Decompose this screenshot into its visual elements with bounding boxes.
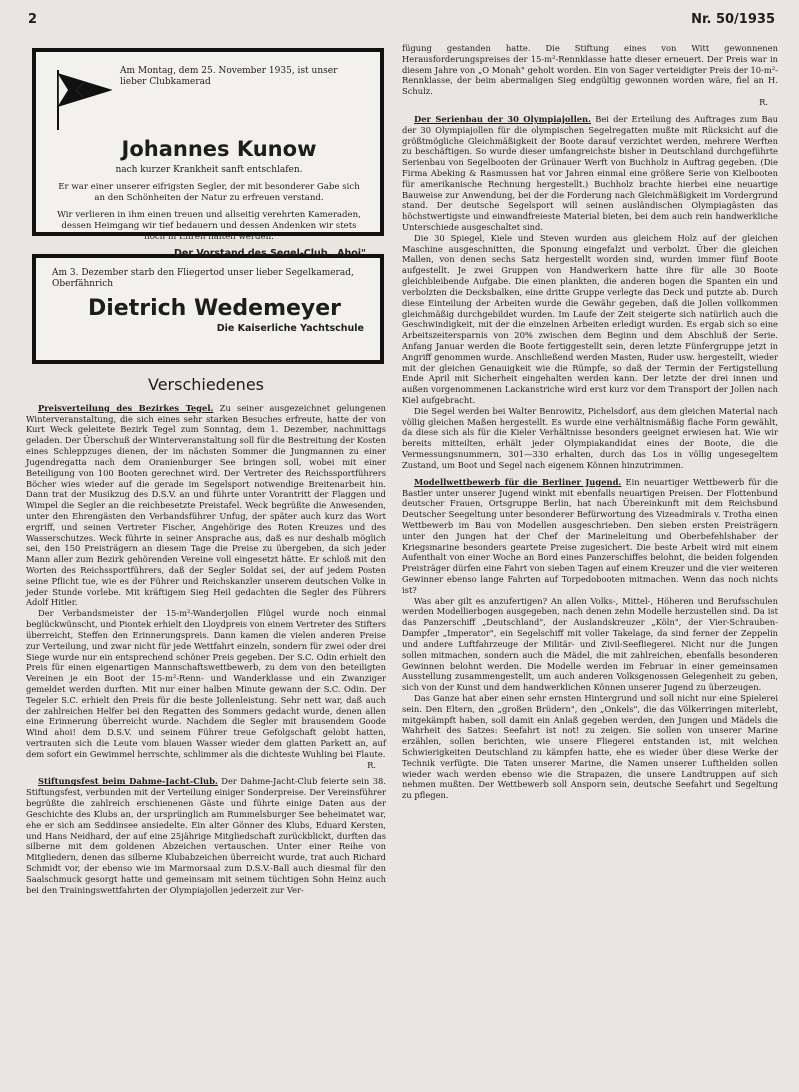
article-lead: Der Serienbau der 30 Olympiajollen.	[414, 113, 592, 124]
article-text: Die 30 Spiegel, Kiele und Steven wurden aus gleichem Holz auf der gleichen Maschine ausgeschnitten, die Sponung eingefalzt und verbolzt. Über die gleichen Mallen, von denen sechs Satz hergestellt worden sind, wurden immer fünf Boote aufgestellt. Je zwei Gruppen von Handwerkern hatte ihre für alle 30 Boote gleichbleibende Aufgabe. Die einen plankten, die anderen bogen die Spanten ein und verbolzten die Decksbalken, eine dritte Gruppe verlegte das Deck und putzte ab. Durch diese Einteilung der Arbeiten wurde die Gewähr gegeben, daß die Jollen vollkommen gleichmäßig durchgebildet wurden. Im Laufe der Zeit steigerte sich natürlich auch die Geschwindigkeit, mit der die einzelnen Arbeiten erledigt wurden. Es ergab sich so eine Arbeitszeitersparnis von 20% zwischen dem Beginn und dem Abschluß der Serie. Anfang Januar werden die Boote fertiggestellt sein, deren letzte Fünfergruppe jetzt in Angriff genommen wurde. Anschließend werden Masten, Ruder usw. hergestellt, wieder mit der gleichen Genauigkeit wie die Rümpfe, so daß der Termin der Fertigstellung Ende April mit Sicherheit eingehalten werden kann. Der letzte der drei innen und außen vorgenommenen Lackanstriche wird erst kurz vor dem Transport der Jollen nach Kiel aufgebracht.	[402, 232, 778, 405]
author-signature: R.	[367, 759, 376, 770]
article-paragraph	[26, 403, 386, 608]
obituary-line: nach kurzer Krankheit sanft entschlafen.	[115, 165, 303, 175]
article-text: Das Ganze hat aber einen sehr ernsten Hintergrund und soll nicht nur eine Spielerei sein. Den Eltern, den „großen Brüdern", den „Onkels", die das Völkerringen miterlebt, mitgekämpft haben, soll damit ein Anlaß gegeben werden, den Jungen und Mädels die Wahrheit des Satzes: Seefahrt ist not! zu zeigen. Sie sollen von unserer Marine erzählen, sollen berichten, wie unsere Fliegerei entstanden ist, mit welchen Schwierigkeiten Deutschland zu kämpfen hatte, ehe es wieder über diese Werke der Technik verfügte. Die Taten unserer Marine, die Namen unserer Lufthelden sollen wieder wach werden ebenso wie die Strapazen, die unsere Landtruppen auf sich nehmen mußten. Der Wettbewerb soll Ansporn sein, deutsche Seefahrt und Segeltung zu pflegen.	[402, 692, 778, 801]
obituary-wedemeyer	[32, 254, 384, 364]
article-text: Der Dahme-Jacht-Club feierte sein 38. Stiftungsfest, verbunden mit der Verteilung einiger Sonderpreise. Der Vereinsführer begrüßte die zahlreich erschienenen Gäste und führte einige Daten aus der Geschichte des Klubs an, der ursprünglich am Rummelsburger See beheimatet war, ehe er sich am Seddinsee ansiedelte. Ein alter Gönner des Klubs, Eduard Kersten, und Hans Neidhard, der auf eine 25jährige Mitgliedschaft zurückblickt, durften das silberne mit dem goldenen Abzeichen vertauschen. Unter einer Reihe von Mitgliedern, denen das silberne Klubabzeichen überreicht wurde, trat auch Richard Schmidt vor, der ebenso wie im Marmorsaal zum D.S.V.-Ball auch diesmal für den Saalschmuck gesorgt hatte und gemeinsam mit seinem tüchtigen Sohn Heinz auch bei den Trainingswettfahrten der Olympiajollen jederzeit zur Ver-	[26, 776, 386, 895]
article-text: Der Verbandsmeister der 15-m²-Wanderjollen Flügel wurde noch einmal beglückwünscht, und Piontek erhielt den Lloydpreis von einem Vertreter des Stifters überreicht, Steffen den Erinnerungspreis. Dann kamen die vielen anderen Preise zur Verteilung, und zwar nicht für jede Wettfahrt einzeln, sondern für zwei oder drei Siege wurde nur ein entsprechend schöner Preis gegeben. Der S.C. Odin erhielt den Preis für einen eigenartigen Mannschaftswettbewerb, zu dem von den beteiligten Vereinen je ein Boot der 15-m²-Renn- und Wanderklasse und ein Zwanziger gemeldet werden durften. Mit nur einer halben Minute gewann der S.C. Odin. Der Tegeler S.C. erhielt den Preis für die beste Jollenleistung. Sehr nett war, daß auch der zahlreichen Helfer bei den Regatten des Sommers gedacht wurde, denen allen eine Erinnerung überreicht wurde. Nachdem die Segler mit brausendem Goode Wind ahoi! dem D.S.V. und seinem Führer treue Gefolgschaft gelobt hatten, vertrauten sich die Leute vom blauen Wasser wieder dem glatten Parkett an, auf dem sofort ein Gewimmel herrschte, schlimmer als die dichteste Wuhling bei Flaute.	[26, 608, 386, 759]
article-text: Was aber gilt es anzufertigen? An allen Volks-, Mittel-, Höheren und Berufsschulen werden Modellierbogen ausgegeben, nach denen zehn Modelle herzustellen sind. Da ist das Panzerschiff „Deutschland", der Auslandskreuzer „Köln", der Vier-Schrauben-Dampfer „Imperator", ein Segelschiff mit voller Takelage, da sind ferner der Zeppelin und andere Luftfahrzeuge der Militär- und Zivil-Seefliegerei. Nicht nur die Jungen sollen mitmachen, sondern auch die Mädel, die mit zahlreichen, ebenfalls besonderen Gewinnen belohnt werden. Die Modelle werden im Februar in einer gemeinsamen Ausstellung zusammengestellt, um auch anderen Volksgenossen Gelegenheit zu geben, sich von der Kunst und dem handwerklichen Können unserer Jugend zu überzeugen.	[402, 595, 778, 693]
article-text: Bei der Erteilung des Auftrages zum Bau der 30 Olympiajollen für die olympischen Segelregatten mußte mit Rücksicht auf die größtmögliche Gleichmäßigkeit der Boote darauf verzichtet werden, mehrere Werften zu beschäftigen. So wurde dieser umfangreichste bisher in Deutschland durchgeführte Serienbau von Segelbooten der Grünauer Werft von Buchholz in Auftrag gegeben. (Die Firma Abeking & Rasmussen hat vor Jahren einmal eine größere Serie von Kielbooten für amerikanische Rechnung hergestellt.) Buchholz brachte hierbei eine neuartige Bauweise zur Anwendung, bei der die Forderung nach Gleichmäßigkeit im Vordergrund stand. Der deutsche Segelsport will seinen ausländischen Olympiagästen das höchstwertigste und einwandfreieste Material bieten, bei dem auch rein handwerkliche Unterschiede ausgeschaltet sind.	[402, 113, 778, 232]
article-paragraph	[402, 596, 778, 693]
obituary-intro: Am Montag, dem 25. November 1935, ist unser lieber Clubkamerad	[120, 66, 338, 87]
club-pennant-icon	[52, 66, 112, 132]
obituary-intro: Am 3. Dezember starb den Fliegertod unser lieber Segelkamerad, Oberfähnrich	[52, 268, 354, 289]
left-column	[26, 38, 386, 895]
article-text: fügung gestanden hatte. Die Stiftung eines von Witt gewonnenen Herausforderungspreises der 15-m²-Rennklasse hatte dieser erneuert. Der Preis war in diesem Jahre von „O Monah" geholt worden. Ein von Sager verteidigter Preis der 10-m²-Rennklasse, der beim abermaligen Sieg endgültig gewonnen worden wäre, fiel an H. Schulz.	[402, 43, 778, 97]
article-paragraph	[402, 114, 778, 233]
obituary-kunow	[32, 48, 384, 259]
article-lead: Stiftungsfest beim Dahme-Jacht-Club.	[38, 776, 218, 787]
article-text: Zu seiner ausgezeichnet gelungenen Winterveranstaltung, die sich eines sehr starken Besuches erfreute, hatte der von Kurt Weck geleitete Bezirk Tegel zum Sonntag, dem 1. Dezember, nachmittags geladen. Der Überschuß der Winterveranstaltung soll für die Bestreitung der Kosten eines Schleppzuges dienen, der im nächsten Sommer die Jungmannen zu einer Jugendregatta nach dem Oranienburger See bringen soll, wobei mit einer Beteiligung von 100 Booten gerechnet wird. Der Vertreter des Reichssportführers Böcher wies wieder auf die gerade im Segelsport notwendige Breitenarbeit hin. Dann trat der Musikzug des D.S.V. an und führte unter Vorantritt der Flaggen und Wimpel die Segler an die reichbesetzte Preistafel. Weck begrüßte die Anwesenden, unter den Ehrengästen den Verbandsführer Unfug, der später auch kurz das Wort ergriff, und seinen Vertreter Fischer, Angehörige des Roten Kreuzes und des Wasserschutzes. Weck führte in seiner Ansprache aus, daß es nur deshalb möglich sei, den 150 Preisträgern an diesem Tage die Preise zu übergeben, da sich jeder Mann aller zum Bezirk gehörenden Vereine voll eingesetzt hätte. Er schloß mit den Worten des Reichssportführers, daß der Segler Soldat sei, der auf jedem Posten seine Pflicht tue, wie es der Führer und Reichskanzler unserem deutschen Volke in jeder Stunde vorlebe. Mit kräftigem Sieg Heil gedachten die Segler des Führers Adolf Hitler.	[26, 402, 387, 608]
article-paragraph	[402, 693, 778, 801]
page-number: 2	[28, 12, 38, 27]
right-column	[402, 43, 778, 801]
article-text: Ein neuartiger Wettbewerb für die Bastler unter unserer Jugend winkt mit ebenfalls neuartigen Preisen. Der Flottenbund deutscher Frauen, Ortsgruppe Berlin, hat nach Übereinkunft mit dem Reichsbund Deutscher Seegeltung unter besonderer Befürwortung des Vizeadmirals v. Trotha einen Wettbewerb im Bau von Modellen ausgeschrieben. Den sieben ersten Preisträgern unter den Jungen hat der Chef der Marineleitung und Oberbefehlshaber der Kriegsmarine besonders geartete Preise zugesichert. Die beste Arbeit wird mit einem Aufenthalt von einer Woche an Bord eines Panzerschiffes belohnt, die beiden folgenden Preisträger dürfen eine Fahrt von sieben Tagen auf einem Kreuzer und die vier weiteren Gewinner ebenso lange Fahrten auf Torpedobooten mitmachen. Wenn das noch nichts ist?	[402, 476, 778, 595]
obituary-body	[52, 182, 366, 243]
article-paragraph	[402, 233, 778, 406]
article-paragraph	[402, 406, 778, 471]
author-signature: R.	[759, 97, 768, 108]
article-lead: Preisverteilung des Bezirkes Tegel.	[38, 402, 214, 413]
article-lead: Modellwettbewerb für die Berliner Jugend.	[414, 476, 622, 487]
issue-number: Nr. 50/1935	[691, 12, 775, 27]
article-paragraph	[26, 776, 386, 895]
obituary-signature: Der Vorstand des Segel-Club „Ahoi"	[174, 248, 366, 259]
deceased-name: Dietrich Wedemeyer	[88, 296, 342, 321]
article-text: Die Segel werden bei Walter Benrowitz, Pichelsdorf, aus dem gleichen Material nach völlig gleichen Maßen hergestellt. Es wurde eine verhältnismäßig flache Form gewählt, da diese sich als für die Kieler Verhältnisse besonders geeignet erwiesen hat. Wie wir bereits mitteilten, erhält jeder Olympiakandidat eines der Boote, die die Vermessungsnummern, 301—330 erhalten, durch das Los in völlig ungesegeltem Zustand, um Boot und Segel nach eigenem Können hinzutrimmen.	[402, 405, 778, 470]
obituary-header	[52, 66, 366, 132]
article-paragraph	[26, 608, 386, 759]
obituary-paragraph: Wir verlieren in ihm einen treuen und allseitig verehrten Kameraden, dessen Heimgang wir tief bedauern und dessen Andenken wir stets hoch in Ehren halten werden.	[57, 210, 361, 242]
article-paragraph	[402, 477, 778, 596]
article-paragraph	[402, 43, 778, 97]
obituary-signature: Die Kaiserliche Yachtschule	[216, 323, 364, 334]
obituary-paragraph: Er war einer unserer eifrigsten Segler, der mit besonderer Gabe sich an den Schönheiten der Natur zu erfreuen verstand.	[58, 182, 360, 203]
deceased-name: Johannes Kunow	[121, 137, 317, 161]
section-heading: Verschiedenes	[147, 375, 264, 394]
